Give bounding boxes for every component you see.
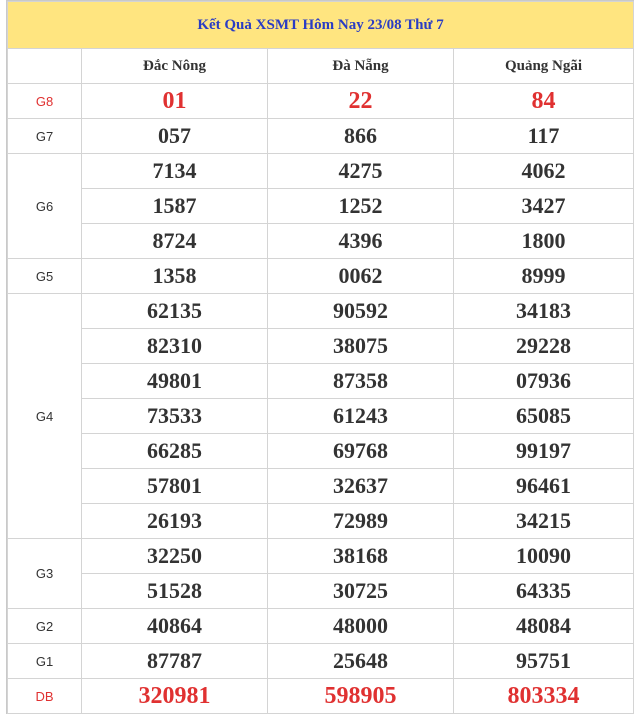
prize-row-g4 xyxy=(8,469,634,504)
result-number: 10090 xyxy=(454,539,634,574)
prize-row-g4 xyxy=(8,364,634,399)
result-number: 1800 xyxy=(454,224,634,259)
province-header-row xyxy=(8,49,634,84)
result-number: 99197 xyxy=(454,434,634,469)
special-prize-number: 803334 xyxy=(454,679,634,714)
result-number: 1252 xyxy=(268,189,454,224)
result-number: 1358 xyxy=(82,259,268,294)
result-number: 96461 xyxy=(454,469,634,504)
prize-label-db: DB xyxy=(8,679,82,714)
result-number: 8724 xyxy=(82,224,268,259)
prize-row-g5 xyxy=(8,259,634,294)
result-number: 0062 xyxy=(268,259,454,294)
result-number: 26193 xyxy=(82,504,268,539)
result-number: 72989 xyxy=(268,504,454,539)
special-prize-number: 320981 xyxy=(82,679,268,714)
prize-label-g5: G5 xyxy=(8,259,82,294)
result-number: 117 xyxy=(454,119,634,154)
title-row xyxy=(8,2,634,49)
prize-row-g6 xyxy=(8,189,634,224)
special-prize-number: 598905 xyxy=(268,679,454,714)
result-number: 84 xyxy=(454,84,634,119)
result-number: 32250 xyxy=(82,539,268,574)
result-number: 64335 xyxy=(454,574,634,609)
prize-row-g2 xyxy=(8,609,634,644)
result-number: 38075 xyxy=(268,329,454,364)
prize-row-g7 xyxy=(8,119,634,154)
result-number: 7134 xyxy=(82,154,268,189)
prize-row-g4 xyxy=(8,294,634,329)
prize-label-g8: G8 xyxy=(8,84,82,119)
result-number: 4275 xyxy=(268,154,454,189)
result-number: 87358 xyxy=(268,364,454,399)
prize-label-g7: G7 xyxy=(8,119,82,154)
result-number: 57801 xyxy=(82,469,268,504)
prize-row-g4 xyxy=(8,504,634,539)
result-number: 34183 xyxy=(454,294,634,329)
result-number: 61243 xyxy=(268,399,454,434)
result-number: 01 xyxy=(82,84,268,119)
result-number: 48000 xyxy=(268,609,454,644)
result-number: 51528 xyxy=(82,574,268,609)
result-number: 73533 xyxy=(82,399,268,434)
result-number: 30725 xyxy=(268,574,454,609)
header-empty-cell xyxy=(8,49,82,84)
result-number: 69768 xyxy=(268,434,454,469)
prize-row-g3 xyxy=(8,574,634,609)
province-header-dak-nong: Đắc Nông xyxy=(82,49,268,84)
result-number: 34215 xyxy=(454,504,634,539)
prize-label-g3: G3 xyxy=(8,539,82,609)
result-number: 4396 xyxy=(268,224,454,259)
result-number: 49801 xyxy=(82,364,268,399)
result-number: 057 xyxy=(82,119,268,154)
result-number: 95751 xyxy=(454,644,634,679)
result-number: 40864 xyxy=(82,609,268,644)
prize-row-g6 xyxy=(8,224,634,259)
results-frame xyxy=(6,0,634,714)
prize-row-g6 xyxy=(8,154,634,189)
result-number: 25648 xyxy=(268,644,454,679)
prize-row-db xyxy=(8,679,634,714)
result-number: 4062 xyxy=(454,154,634,189)
result-number: 87787 xyxy=(82,644,268,679)
result-number: 65085 xyxy=(454,399,634,434)
prize-row-g4 xyxy=(8,399,634,434)
prize-row-g1 xyxy=(8,644,634,679)
result-number: 866 xyxy=(268,119,454,154)
lottery-results-table xyxy=(7,1,634,714)
result-number: 82310 xyxy=(82,329,268,364)
prize-label-g6: G6 xyxy=(8,154,82,259)
prize-row-g3 xyxy=(8,539,634,574)
province-header-quang-ngai: Quảng Ngãi xyxy=(454,49,634,84)
result-number: 48084 xyxy=(454,609,634,644)
result-number: 3427 xyxy=(454,189,634,224)
result-number: 8999 xyxy=(454,259,634,294)
province-header-da-nang: Đà Nẵng xyxy=(268,49,454,84)
prize-label-g2: G2 xyxy=(8,609,82,644)
result-number: 38168 xyxy=(268,539,454,574)
result-number: 29228 xyxy=(454,329,634,364)
result-number: 62135 xyxy=(82,294,268,329)
prize-row-g4 xyxy=(8,434,634,469)
prize-row-g4 xyxy=(8,329,634,364)
result-number: 66285 xyxy=(82,434,268,469)
table-title: Kết Quả XSMT Hôm Nay 23/08 Thứ 7 xyxy=(8,2,634,49)
result-number: 32637 xyxy=(268,469,454,504)
result-number: 90592 xyxy=(268,294,454,329)
prize-label-g4: G4 xyxy=(8,294,82,539)
prize-row-g8 xyxy=(8,84,634,119)
result-number: 1587 xyxy=(82,189,268,224)
prize-label-g1: G1 xyxy=(8,644,82,679)
result-number: 07936 xyxy=(454,364,634,399)
result-number: 22 xyxy=(268,84,454,119)
